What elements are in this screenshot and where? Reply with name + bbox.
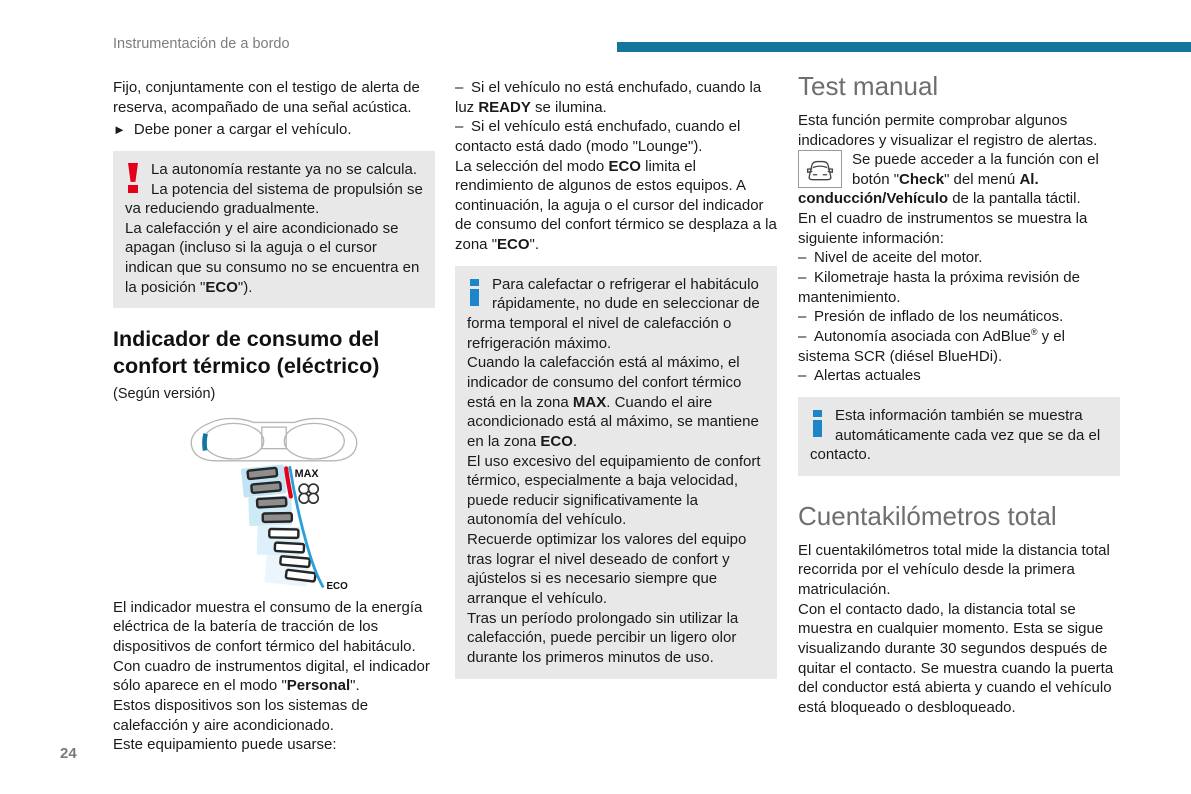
column-left — [113, 78, 435, 755]
list-item: – Si el vehículo no está enchufado, cuando la luz READY se ilumina. — [455, 79, 762, 116]
paragraph-cluster-info: En el cuadro de instrumentos se muestra la siguiente información: — [798, 210, 1088, 247]
list-item: – Kilometraje hasta la próxima revisión de mantenimiento. — [798, 269, 1080, 306]
info-text: Cuando la calefacción está al máximo, el indicador de consumo del confort térmico está en la zona MAX. Cuando el aire acondicionado está al máximo, se mantiene en la zona ECO. — [467, 354, 759, 450]
list-item: – Presión de inflado de los neumáticos. — [798, 308, 1064, 326]
paragraph-test-intro: Esta función permite comprobar algunos indicadores y visualizar el registro de alertas. — [798, 111, 1098, 149]
paragraph-odometer-description: El cuentakilómetros total mide la distancia total recorrida por el vehículo desde la primera matriculación. — [798, 541, 1110, 598]
registered-trademark-symbol: ® — [1030, 326, 1038, 337]
info-text: Para calefactar o refrigerar el habitáculo rápidamente, no dude en seleccionar de forma temporal el nivel de calefacción o refrigeración máximo. — [467, 275, 760, 352]
warning-text: La potencia del sistema de propulsión se va reduciendo gradualmente. — [125, 180, 423, 218]
paragraph-indicator-description: El indicador muestra el consumo de la energía eléctrica de la batería de tracción de los dispositivos de confort térmico del habitáculo. — [113, 598, 423, 655]
paragraph-reserve-warning: Fijo, conjuntamente con el testigo de alerta de reserva, acompañado de una señal acústica. — [113, 79, 420, 116]
gauge-position-marker — [204, 433, 205, 450]
paragraph-check-access: Se puede acceder a la función con el botón "Check" del menú Al. conducción/Vehículo de la pantalla táctil. — [798, 151, 1099, 208]
action-text: Debe poner a cargar el vehículo. — [133, 121, 352, 139]
list-item: – Nivel de aceite del motor. — [798, 249, 983, 267]
column-right — [798, 72, 1120, 717]
info-box — [798, 397, 1120, 476]
column-middle — [455, 78, 777, 679]
info-text: El uso excesivo del equipamiento de confort térmico, especialmente a baja velocidad, puede reducir significativamente la autonomía del vehículo. — [467, 452, 761, 529]
info-icon — [813, 410, 822, 437]
paragraph-odometer-display: Con el contacto dado, la distancia total se muestra en cualquier momento. Esta se sigue visualizando durante 30 segundos después de quitar el contacto. Se muestra cuando la puerta del conductor está abierta y cuando el vehículo está bloqueado o desbloqueado. — [798, 600, 1114, 716]
warning-text: La calefacción y el aire acondicionado se apagan (incluso si la aguja o el cursor indican que su consumo no se encuentra en la posición "ECO"). — [125, 219, 420, 296]
info-box — [455, 266, 777, 679]
paragraph-devices: Estos dispositivos son los sistemas de calefacción y aire acondicionado. — [113, 696, 369, 734]
warning-box — [113, 151, 435, 308]
info-text: Esta información también se muestra automáticamente cada vez que se da el contacto. — [810, 406, 1101, 464]
vehicle-check-button-icon — [798, 150, 842, 188]
section-heading-test-manual: Test manual — [798, 71, 939, 101]
consumption-gauge-scale — [241, 464, 348, 592]
gauge-illustration — [174, 414, 374, 592]
fan-icon — [299, 484, 318, 503]
list-item: – Si el vehículo está enchufado, cuando el contacto está dado (modo "Lounge"). — [455, 118, 741, 155]
consumption-gauge-figure — [174, 414, 374, 592]
info-text: Tras un período prolongado sin utilizar la calefacción, puede percibir un ligero olor durante los primeros minutos de uso. — [467, 609, 739, 666]
info-text: Recuerde optimizar los valores del equipo tras lograr el nivel deseado de confort y ajústelos si es necesario siempre que arranque el vehículo. — [467, 531, 747, 608]
header-accent-bar — [617, 42, 1191, 52]
list-item: – Autonomía asociada con AdBlue® y el sistema SCR (diésel BlueHDi). — [798, 326, 1065, 365]
info-icon — [470, 279, 479, 306]
section-heading-consumption-indicator: Indicador de consumo del confort térmico (eléctrico) — [113, 327, 380, 379]
paragraph-personal-mode: Con cuadro de instrumentos digital, el indicador sólo aparece en el modo "Personal". — [113, 657, 430, 695]
instrument-cluster-icon — [191, 418, 357, 460]
paragraph-eco-mode: La selección del modo ECO limita el rendimiento de algunos de estos equipos. A continuación, la aguja o el cursor del indicador de consumo del confort térmico se desplaza a la zona "ECO". — [455, 157, 777, 254]
warning-text: La autonomía restante ya no se calcula. — [151, 160, 418, 178]
arrow-bullet-icon: ► — [113, 122, 126, 138]
section-heading-odometer: Cuentakilómetros total — [798, 500, 1057, 531]
action-instruction — [113, 120, 435, 140]
list-item: – Alertas actuales — [798, 367, 921, 385]
page-number: 24 — [60, 745, 77, 762]
chapter-header: Instrumentación de a bordo — [113, 36, 290, 52]
version-note: (Según versión) — [113, 385, 216, 402]
warning-exclamation-icon — [128, 163, 138, 193]
max-zone-label: MAX — [294, 467, 319, 480]
eco-zone-label: ECO — [326, 580, 348, 592]
paragraph-usage-intro: Este equipamiento puede usarse: — [113, 736, 337, 754]
